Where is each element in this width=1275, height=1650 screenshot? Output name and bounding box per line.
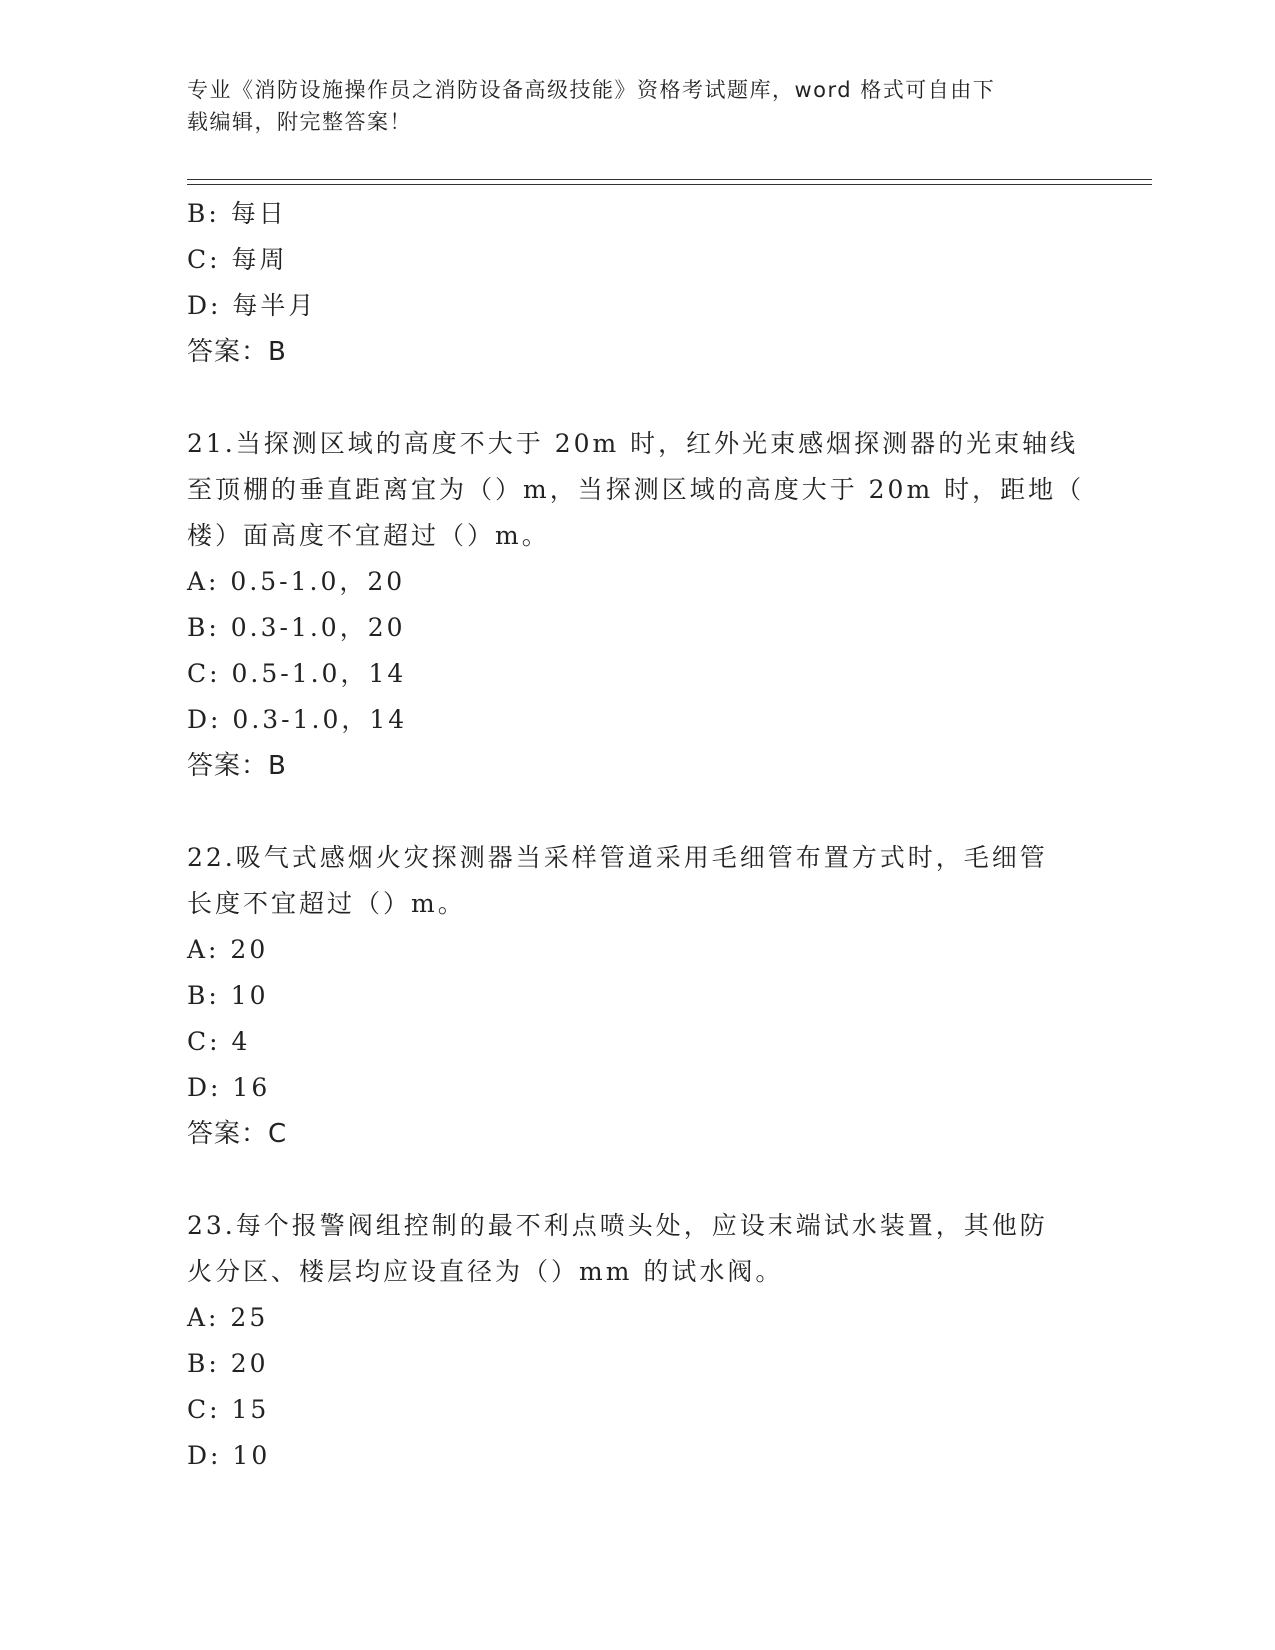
question-text-line: 23.每个报警阀组控制的最不利点喷头处，应设末端试水装置，其他防	[187, 1211, 1048, 1240]
question-21	[187, 421, 1087, 789]
option-d: D: 0.3-1.0，14	[187, 705, 408, 734]
question-20-tail	[187, 191, 1087, 375]
option-b: B: 0.3-1.0，20	[187, 613, 406, 642]
option-c: C: 4	[187, 1027, 251, 1056]
option-a: A: 25	[187, 1303, 269, 1332]
header-divider-bottom	[187, 184, 1152, 185]
document-body	[187, 191, 1087, 1479]
header-divider-top	[187, 179, 1152, 180]
question-text-line: 21.当探测区域的高度不大于 20m 时，红外光束感烟探测器的光束轴线	[187, 429, 1079, 458]
spacer	[187, 789, 1087, 835]
spacer	[187, 1157, 1087, 1203]
option-c: C: 每周	[187, 245, 288, 274]
option-b: B: 每日	[187, 199, 287, 228]
option-b: B: 20	[187, 1349, 269, 1378]
question-text-line: 火分区、楼层均应设直径为（）mm 的试水阀。	[187, 1257, 784, 1286]
option-c: C: 0.5-1.0，14	[187, 659, 407, 688]
option-d: D: 10	[187, 1441, 271, 1470]
question-23	[187, 1203, 1087, 1479]
question-text-line: 长度不宜超过（）m。	[187, 889, 466, 918]
spacer	[187, 375, 1087, 421]
option-d: D: 16	[187, 1073, 271, 1102]
option-a: A: 0.5-1.0，20	[187, 567, 406, 596]
answer: 答案：B	[187, 337, 287, 367]
option-b: B: 10	[187, 981, 269, 1010]
header-line-2: 载编辑，附完整答案！	[187, 110, 412, 134]
answer: 答案：C	[187, 1119, 288, 1149]
question-text-line: 22.吸气式感烟火灾探测器当采样管道采用毛细管布置方式时，毛细管	[187, 843, 1048, 872]
option-d: D: 每半月	[187, 291, 317, 320]
option-a: A: 20	[187, 935, 269, 964]
answer: 答案：B	[187, 751, 287, 781]
page-header	[187, 74, 1067, 138]
question-text-line: 至顶棚的垂直距离宜为（）m，当探测区域的高度大于 20m 时，距地（	[187, 475, 1085, 504]
question-text-line: 楼）面高度不宜超过（）m。	[187, 521, 550, 550]
header-line-1: 专业《消防设施操作员之消防设备高级技能》资格考试题库，word 格式可自由下	[187, 78, 996, 102]
option-c: C: 15	[187, 1395, 270, 1424]
question-22	[187, 835, 1087, 1157]
